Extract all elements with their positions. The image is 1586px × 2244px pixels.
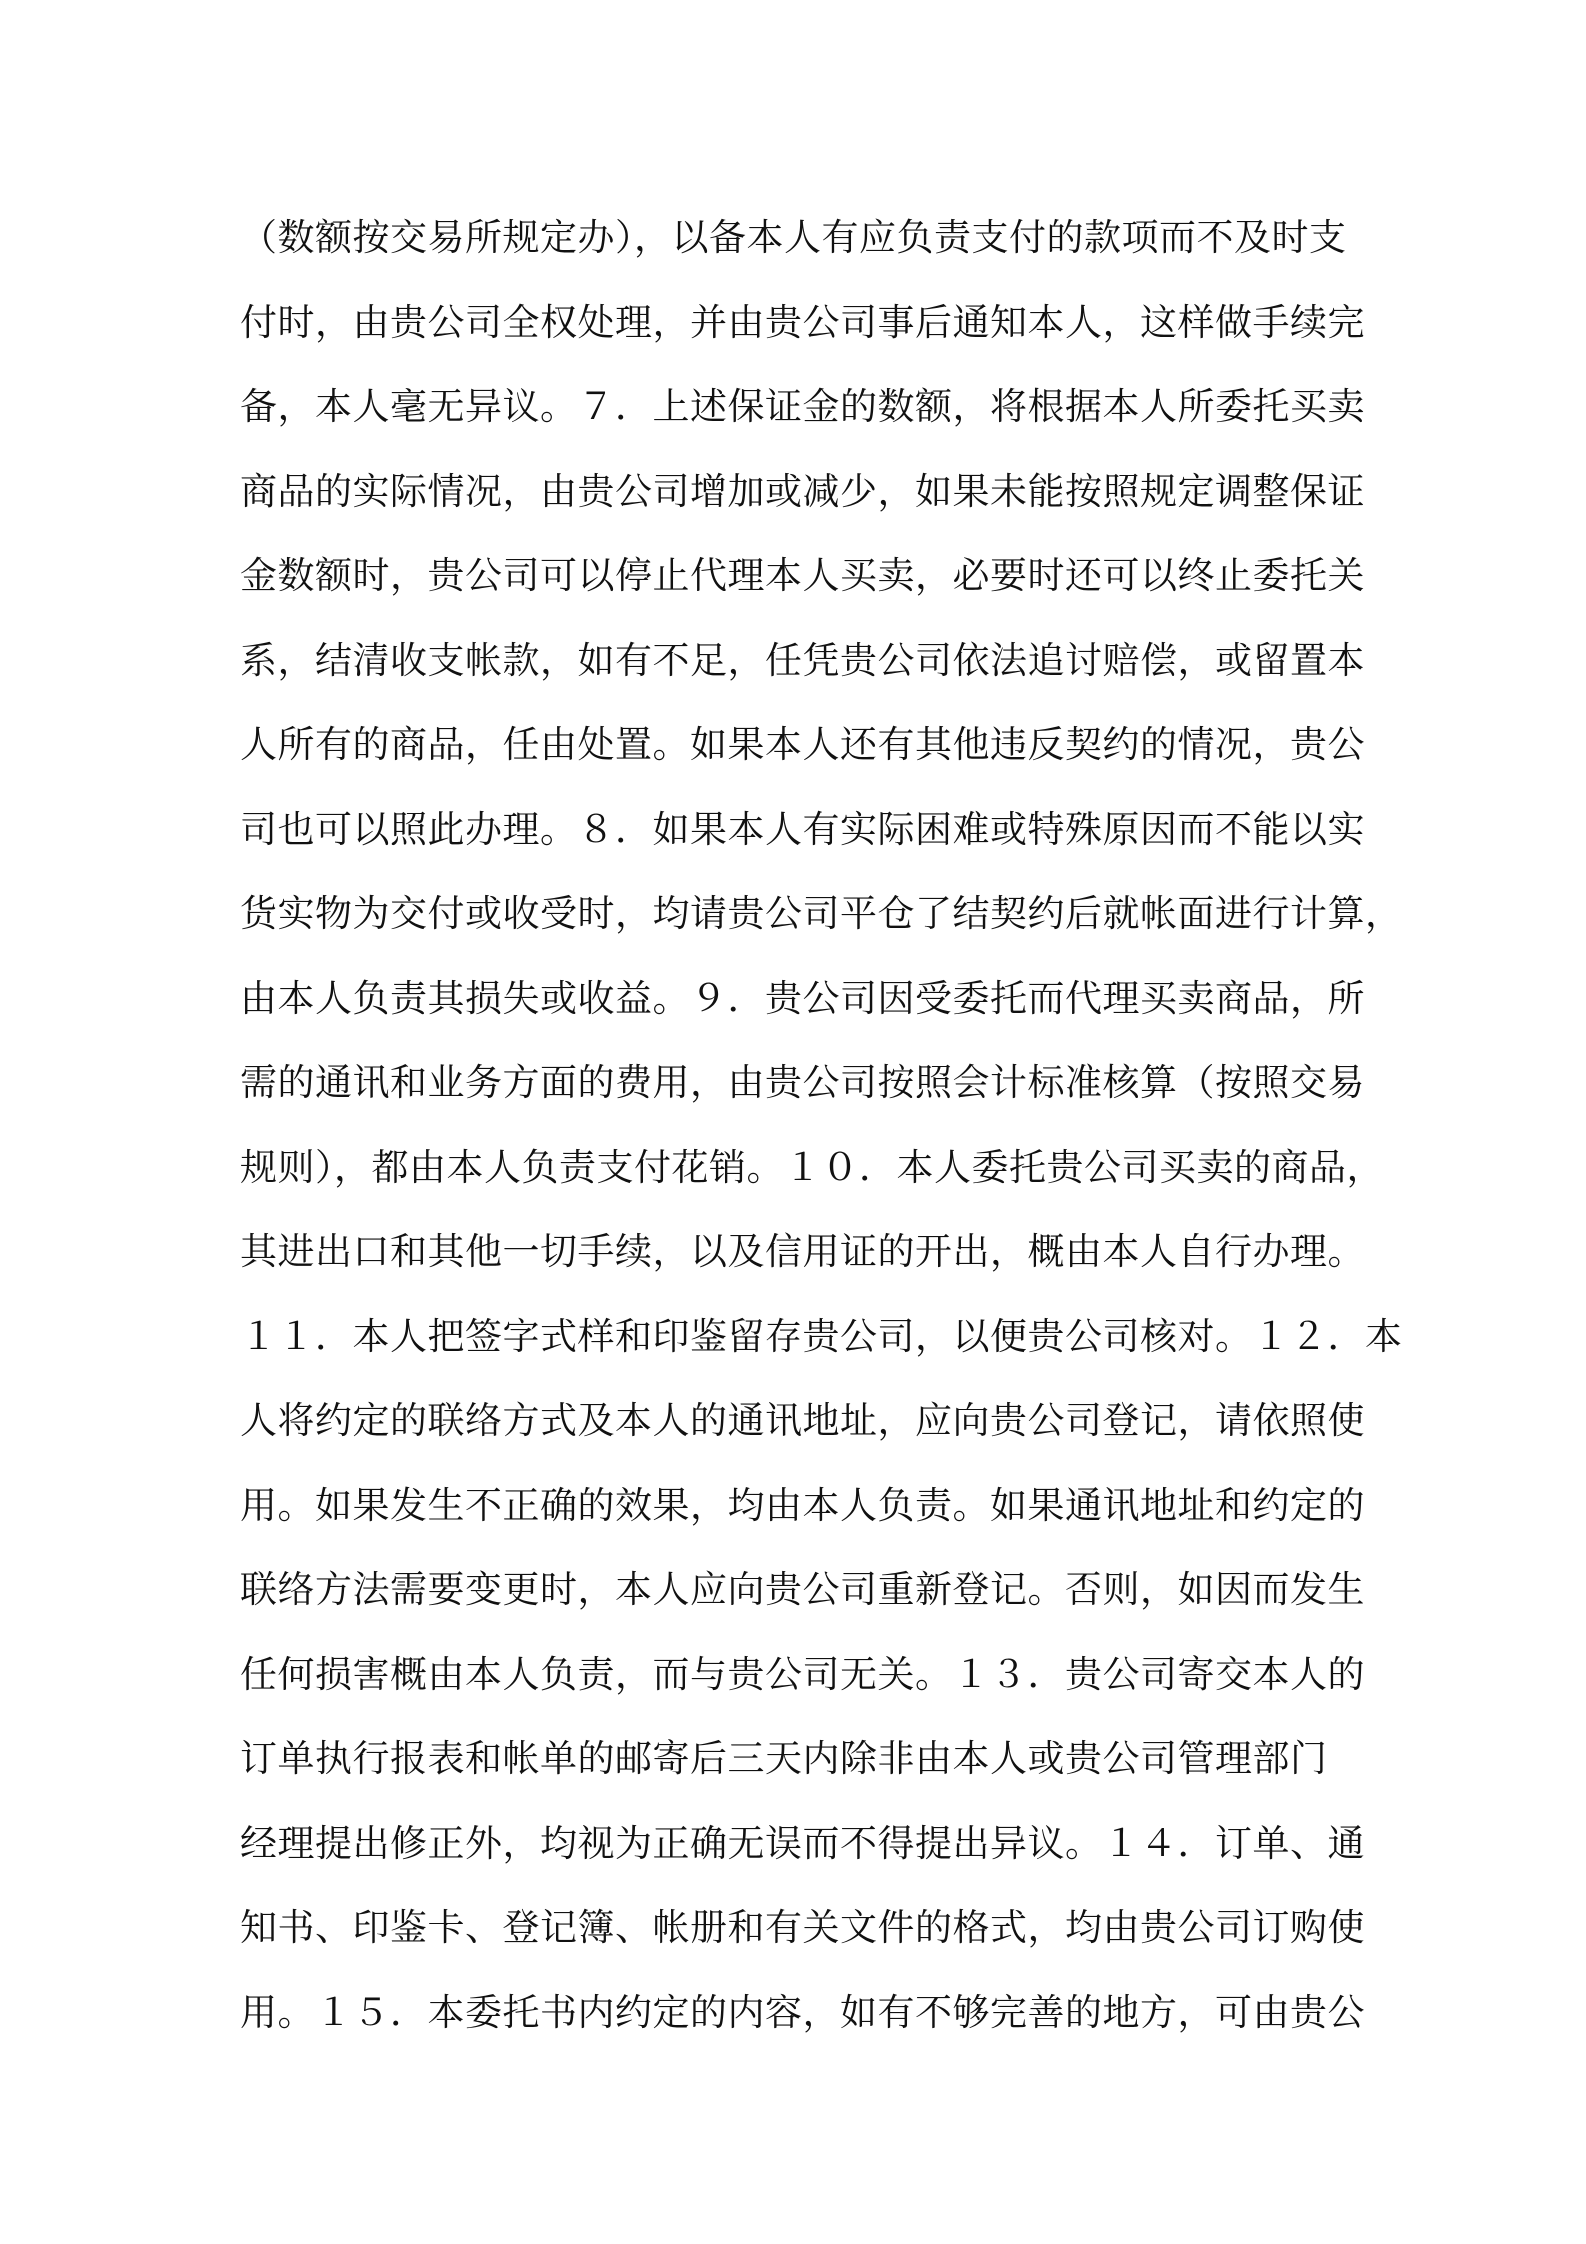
text-line: 经理提出修正外，均视为正确无误而不得提出异议。１４．订单、通 [240,1821,1365,1865]
text-line: 知书、印鉴卡、登记簿、帐册和有关文件的格式，均由贵公司订购使 [240,1906,1365,1949]
text-line: 付时，由贵公司全权处理，并由贵公司事后通知本人，这样做手续完 [240,300,1365,344]
text-line: 备，本人毫无异议。７．上述保证金的数额，将根据本人所委托买卖 [240,385,1365,428]
text-line: 金数额时，贵公司可以停止代理本人买卖，必要时还可以终止委托关 [240,554,1365,597]
text-line: 用。如果发生不正确的效果，均由本人负责。如果通讯地址和约定的 [240,1483,1365,1527]
document-body [240,196,1403,2055]
text-line: 联络方法需要变更时，本人应向贵公司重新登记。否则，如因而发生 [240,1568,1365,1611]
text-line: 由本人负责其损失或收益。９．贵公司因受委托而代理买卖商品，所 [240,976,1365,1020]
text-line: 其进出口和其他一切手续，以及信用证的开出，概由本人自行办理。 [240,1230,1365,1273]
text-line: 商品的实际情况，由贵公司增加或减少，如果未能按照规定调整保证 [240,469,1365,513]
text-line: 人所有的商品，任由处置。如果本人还有其他违反契约的情况，贵公 [240,723,1365,766]
text-line: 需的通讯和业务方面的费用，由贵公司按照会计标准核算（按照交易 [240,1061,1365,1104]
text-line: １１．本人把签字式样和印鉴留存贵公司，以便贵公司核对。１２．本 [240,1314,1403,1358]
text-line: 任何损害概由本人负责，而与贵公司无关。１３．贵公司寄交本人的 [240,1652,1365,1696]
text-line: 订单执行报表和帐单的邮寄后三天内除非由本人或贵公司管理部门 [240,1737,1328,1780]
text-line: 人将约定的联络方式及本人的通讯地址，应向贵公司登记，请依照使 [240,1399,1365,1442]
text-line: 系，结清收支帐款，如有不足，任凭贵公司依法追讨赔偿，或留置本 [240,638,1365,682]
text-line: 规则），都由本人负责支付花销。１０．本人委托贵公司买卖的商品， [240,1145,1384,1189]
text-line: （数额按交易所规定办），以备本人有应负责支付的款项而不及时支 [240,216,1347,259]
text-line: 司也可以照此办理。８．如果本人有实际困难或特殊原因而不能以实 [240,807,1365,851]
text-line: 货实物为交付或收受时，均请贵公司平仓了结契约后就帐面进行计算， [240,892,1403,935]
text-line: 用。１５．本委托书内约定的内容，如有不够完善的地方，可由贵公 [240,1990,1365,2034]
